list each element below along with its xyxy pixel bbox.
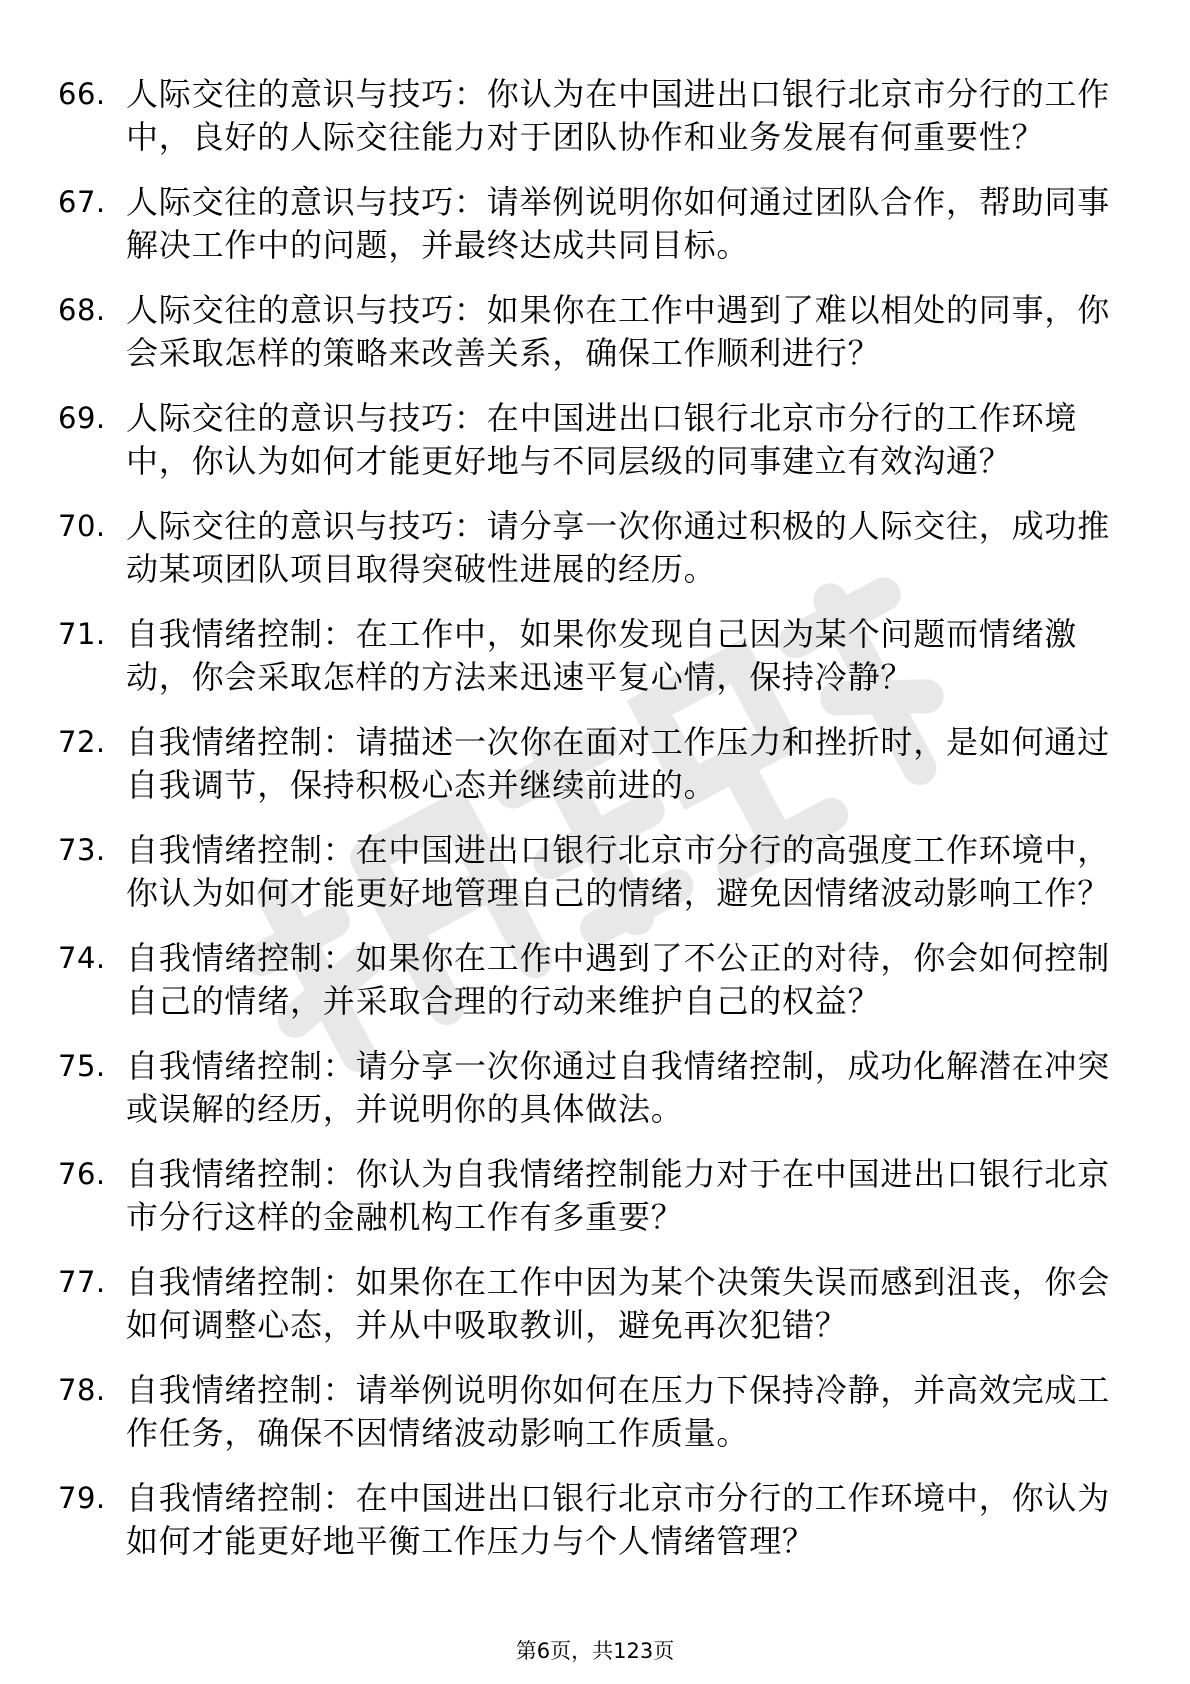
question-item xyxy=(58,397,1118,483)
question-item xyxy=(58,1045,1118,1131)
question-number: 77. xyxy=(58,1265,106,1299)
question-number: 69. xyxy=(58,401,106,435)
question-text: 自我情绪控制：如果你在工作中遇到了不公正的对待，你会如何控制自己的情绪，并采取合理的行动来维护自己的权益？ xyxy=(126,939,1111,1020)
question-text: 自我情绪控制：在中国进出口银行北京市分行的高强度工作环境中，你认为如何才能更好地管理自己的情绪，避免因情绪波动影响工作？ xyxy=(126,831,1111,912)
question-text: 自我情绪控制：请举例说明你如何在压力下保持冷静，并高效完成工作任务，确保不因情绪波动影响工作质量。 xyxy=(126,1371,1111,1452)
question-text: 人际交往的意识与技巧：如果你在工作中遇到了难以相处的同事，你会采取怎样的策略来改善关系，确保工作顺利进行？ xyxy=(126,291,1111,372)
question-item xyxy=(58,1153,1118,1239)
question-text: 自我情绪控制：你认为自我情绪控制能力对于在中国进出口银行北京市分行这样的金融机构工作有多重要？ xyxy=(126,1155,1111,1236)
question-item xyxy=(58,613,1118,699)
question-item xyxy=(58,829,1118,915)
question-number: 76. xyxy=(58,1157,106,1191)
question-number: 68. xyxy=(58,293,106,327)
question-text: 人际交往的意识与技巧：请举例说明你如何通过团队合作，帮助同事解决工作中的问题，并最终达成共同目标。 xyxy=(126,183,1111,264)
question-text: 自我情绪控制：在中国进出口银行北京市分行的工作环境中，你认为如何才能更好地平衡工作压力与个人情绪管理？ xyxy=(126,1479,1111,1560)
question-item xyxy=(58,289,1118,375)
question-text: 自我情绪控制：在工作中，如果你发现自己因为某个问题而情绪激动，你会采取怎样的方法来迅速平复心情，保持冷静？ xyxy=(126,615,1078,696)
question-number: 72. xyxy=(58,725,106,759)
question-number: 75. xyxy=(58,1049,106,1083)
question-item xyxy=(58,1477,1118,1563)
question-item xyxy=(58,721,1118,807)
question-item xyxy=(58,181,1118,267)
question-text: 自我情绪控制：如果你在工作中因为某个决策失误而感到沮丧，你会如何调整心态，并从中吸取教训，避免再次犯错？ xyxy=(126,1263,1111,1344)
question-text: 人际交往的意识与技巧：请分享一次你通过积极的人际交往，成功推动某项团队项目取得突破性进展的经历。 xyxy=(126,507,1111,588)
question-number: 78. xyxy=(58,1373,106,1407)
question-number: 74. xyxy=(58,941,106,975)
question-number: 73. xyxy=(58,833,106,867)
question-text: 人际交往的意识与技巧：你认为在中国进出口银行北京市分行的工作中，良好的人际交往能力对于团队协作和业务发展有何重要性？ xyxy=(126,75,1111,156)
question-item xyxy=(58,1261,1118,1347)
question-item xyxy=(58,1369,1118,1455)
question-text: 自我情绪控制：请描述一次你在面对工作压力和挫折时，是如何通过自我调节，保持积极心态并继续前进的。 xyxy=(126,723,1111,804)
question-item xyxy=(58,73,1118,159)
question-list xyxy=(58,73,1118,1585)
question-item xyxy=(58,937,1118,1023)
question-text: 人际交往的意识与技巧：在中国进出口银行北京市分行的工作环境中，你认为如何才能更好地与不同层级的同事建立有效沟通？ xyxy=(126,399,1078,480)
question-number: 71. xyxy=(58,617,106,651)
question-number: 70. xyxy=(58,509,106,543)
question-number: 79. xyxy=(58,1481,106,1515)
question-item xyxy=(58,505,1118,591)
page-number-footer: 第6页，共123页 xyxy=(515,1639,675,1663)
question-number: 67. xyxy=(58,185,106,219)
question-number: 66. xyxy=(58,77,106,111)
question-text: 自我情绪控制：请分享一次你通过自我情绪控制，成功化解潜在冲突或误解的经历，并说明你的具体做法。 xyxy=(126,1047,1111,1128)
